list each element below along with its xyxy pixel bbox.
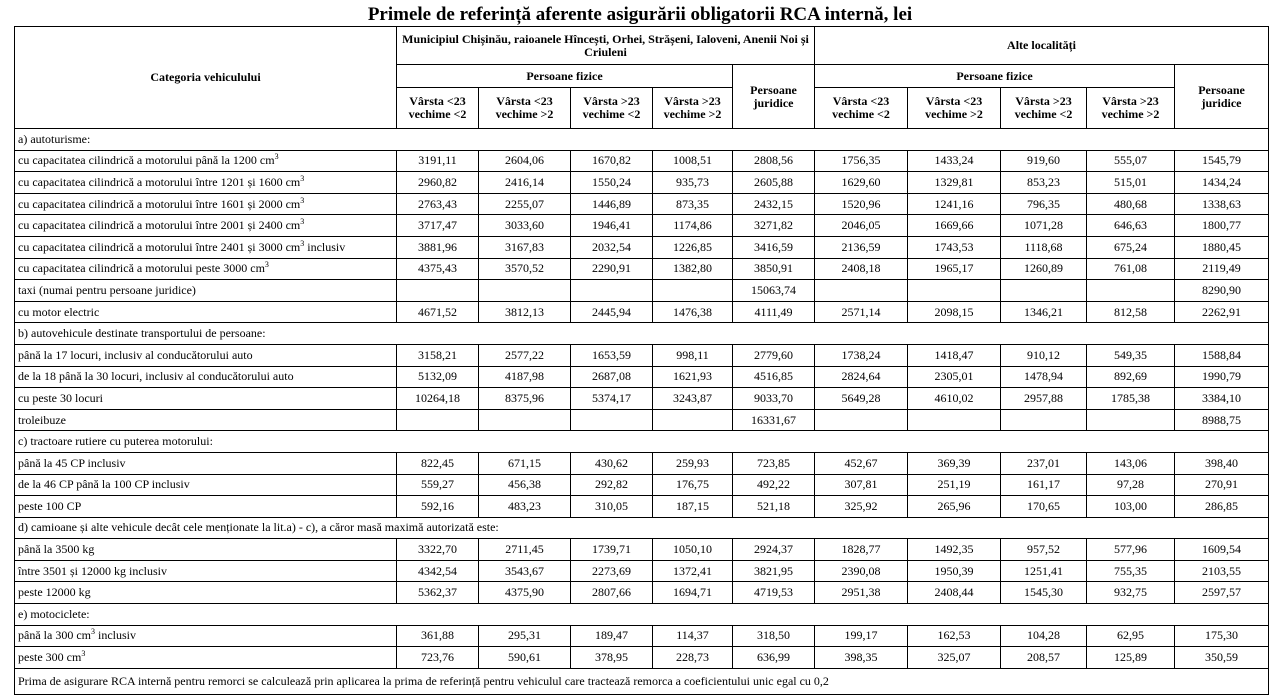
premium-cell: 1476,38 [653,301,733,323]
region1-header: Municipiul Chișinău, raioanele Hîncești, Orhei, Strășeni, Ialoveni, Anenii Noi și Criuleni [397,27,815,65]
premium-cell: 2290,91 [571,258,653,280]
premium-cell: 559,27 [397,474,479,496]
premium-cell: 2032,54 [571,236,653,258]
premium-cell: 1785,38 [1087,388,1175,410]
premium-cell: 1346,21 [1001,301,1087,323]
premium-cell: 2577,22 [479,344,571,366]
premium-cell: 761,08 [1087,258,1175,280]
row-label-text: cu capacitatea cilindrică a motorului între 2401 și 3000 cm [18,239,301,254]
page-title: Primele de referință aferente asigurării obligatorii RCA internă, lei [367,4,913,25]
premium-cell: 350,59 [1175,647,1269,669]
section-row [15,323,1269,345]
premium-cell [1001,409,1087,431]
section-label: e) motociclete: [15,604,1269,626]
row-label-text: cu capacitatea cilindrică a motorului între 1201 și 1600 cm [18,174,301,189]
premium-cell: 1880,45 [1175,236,1269,258]
region1-natural-header: Persoane fizice [397,65,733,88]
premium-cell: 2711,45 [479,539,571,561]
premium-cell: 251,19 [908,474,1001,496]
premium-cell: 125,89 [1087,647,1175,669]
premium-cell: 646,63 [1087,215,1175,237]
premium-cell: 2103,55 [1175,560,1269,582]
premium-cell: 671,15 [479,452,571,474]
age-col-header: Vârsta <23 vechime <2 [397,88,479,129]
row-label-superscript: 3 [264,260,269,270]
row-label-text: cu capacitatea cilindrică a motorului între 2001 și 2400 cm [18,218,301,233]
premium-cell: 2597,57 [1175,582,1269,604]
premium-cell: 1338,63 [1175,193,1269,215]
table-body [15,129,1269,669]
premium-cell: 5374,17 [571,388,653,410]
premium-cell: 9033,70 [733,388,815,410]
row-label [15,582,397,604]
premium-cell: 2416,14 [479,172,571,194]
premium-cell: 3881,96 [397,236,479,258]
premium-cell: 1588,84 [1175,344,1269,366]
premium-cell: 1550,24 [571,172,653,194]
premium-cell: 492,22 [733,474,815,496]
premium-cell: 3191,11 [397,150,479,172]
premium-cell: 2960,82 [397,172,479,194]
premium-cell: 310,05 [571,496,653,518]
age-col-header: Vârsta >23 vechime <2 [1001,88,1087,129]
row-label [15,409,397,431]
premium-cell: 361,88 [397,625,479,647]
premium-cell [1087,280,1175,302]
premium-cell: 1226,85 [653,236,733,258]
premium-cell: 62,95 [1087,625,1175,647]
premium-cell: 1372,41 [653,560,733,582]
premium-cell: 162,53 [908,625,1001,647]
premium-cell: 2571,14 [815,301,908,323]
footer-note: Prima de asigurare RCA internă pentru remorci se calculează prin aplicarea la prima de referință pentru vehiculul care tractează remorca a coeficientului unic egal cu 0,2 [15,668,1269,694]
premium-cell [397,280,479,302]
premium-cell: 3543,67 [479,560,571,582]
row-label [15,625,397,647]
premium-cell: 3243,87 [653,388,733,410]
row-label [15,539,397,561]
premium-cell: 1251,41 [1001,560,1087,582]
table-row [15,215,1269,237]
table-row [15,474,1269,496]
premium-cell: 8290,90 [1175,280,1269,302]
premium-cell: 1118,68 [1001,236,1087,258]
premium-cell: 636,99 [733,647,815,669]
premium-cell: 480,68 [1087,193,1175,215]
premium-cell: 5132,09 [397,366,479,388]
table-row [15,647,1269,669]
premium-cell: 1694,71 [653,582,733,604]
premium-cell: 2390,08 [815,560,908,582]
premium-cell: 307,81 [815,474,908,496]
row-label-text: cu motor electric [18,304,100,319]
row-label-text: cu capacitatea cilindrică a motorului între 1601 și 2000 cm [18,196,301,211]
premium-cell: 2605,88 [733,172,815,194]
premium-cell: 1965,17 [908,258,1001,280]
premium-cell: 2432,15 [733,193,815,215]
premium-cell: 3821,95 [733,560,815,582]
premium-cell: 1241,16 [908,193,1001,215]
section-label: d) camioane și alte vehicule decât cele menționate la lit.a) - c), a căror masă maximă autorizată este: [15,517,1269,539]
premium-cell: 1743,53 [908,236,1001,258]
premium-cell: 1329,81 [908,172,1001,194]
premium-cell: 369,39 [908,452,1001,474]
table-row [15,452,1269,474]
premium-cell: 228,73 [653,647,733,669]
premium-cell: 1946,41 [571,215,653,237]
premium-cell: 2305,01 [908,366,1001,388]
premium-cell: 456,38 [479,474,571,496]
row-label-text: peste 300 cm [18,650,82,665]
premium-cell: 2046,05 [815,215,908,237]
premium-cell: 555,07 [1087,150,1175,172]
row-label-superscript: 3 [81,649,86,659]
premium-cell: 4671,52 [397,301,479,323]
age-col-header: Vârsta <23 vechime >2 [908,88,1001,129]
premium-cell: 1478,94 [1001,366,1087,388]
row-label-superscript: 3 [300,173,305,183]
age-col-header: Vârsta >23 vechime >2 [653,88,733,129]
premium-cell: 935,73 [653,172,733,194]
row-label [15,150,397,172]
premium-cell: 796,35 [1001,193,1087,215]
premium-cell: 1050,10 [653,539,733,561]
premium-cell: 577,96 [1087,539,1175,561]
row-label-superscript: 3 [274,152,279,162]
premium-cell: 103,00 [1087,496,1175,518]
premium-cell: 97,28 [1087,474,1175,496]
row-label-text: până la 17 locuri, inclusiv al conducătorului auto [18,347,253,362]
row-label-text: între 3501 și 12000 kg inclusiv [18,563,167,578]
premium-cell: 1434,24 [1175,172,1269,194]
premium-cell: 3570,52 [479,258,571,280]
premium-cell: 1492,35 [908,539,1001,561]
premium-cell: 1520,96 [815,193,908,215]
premium-cell [815,409,908,431]
premium-cell: 2951,38 [815,582,908,604]
premium-cell: 3812,13 [479,301,571,323]
premium-cell: 1609,54 [1175,539,1269,561]
premium-cell: 1670,82 [571,150,653,172]
table-row [15,409,1269,431]
premium-cell: 189,47 [571,625,653,647]
region2-natural-header: Persoane fizice [815,65,1175,88]
premium-cell [815,280,908,302]
row-label-suffix: inclusiv [304,239,346,254]
premium-cell: 1669,66 [908,215,1001,237]
premium-cell [479,409,571,431]
premium-cell: 910,12 [1001,344,1087,366]
premium-cell: 590,61 [479,647,571,669]
row-label [15,344,397,366]
premium-cell: 3158,21 [397,344,479,366]
premium-cell: 3322,70 [397,539,479,561]
section-row [15,431,1269,453]
premium-cell: 1260,89 [1001,258,1087,280]
premium-cell: 452,67 [815,452,908,474]
table-row [15,150,1269,172]
section-label: c) tractoare rutiere cu puterea motorului: [15,431,1269,453]
premium-cell: 5649,28 [815,388,908,410]
premium-cell [571,280,653,302]
premium-cell: 16331,67 [733,409,815,431]
premium-cell: 4111,49 [733,301,815,323]
premium-cell: 1621,93 [653,366,733,388]
premium-cell: 4375,43 [397,258,479,280]
section-row [15,129,1269,151]
table-row [15,344,1269,366]
premium-cell: 2763,43 [397,193,479,215]
premium-cell: 549,35 [1087,344,1175,366]
table-row [15,388,1269,410]
row-label-text: taxi (numai pentru persoane juridice) [18,282,196,297]
premium-cell: 919,60 [1001,150,1087,172]
premium-cell: 2445,94 [571,301,653,323]
premium-cell: 325,92 [815,496,908,518]
premium-cell: 2408,18 [815,258,908,280]
premium-cell: 1629,60 [815,172,908,194]
premium-cell: 4516,85 [733,366,815,388]
premium-cell: 398,35 [815,647,908,669]
premium-cell: 1653,59 [571,344,653,366]
premium-cell: 1545,30 [1001,582,1087,604]
premium-cell: 398,40 [1175,452,1269,474]
premium-cell: 998,11 [653,344,733,366]
table-row [15,193,1269,215]
row-label-superscript: 3 [90,627,95,637]
premium-cell: 1433,24 [908,150,1001,172]
premium-cell: 723,76 [397,647,479,669]
premium-cell: 2408,44 [908,582,1001,604]
row-label-text: până la 300 cm [18,628,91,643]
premium-cell: 853,23 [1001,172,1087,194]
premium-cell: 1756,35 [815,150,908,172]
premium-cell: 515,01 [1087,172,1175,194]
table-row [15,366,1269,388]
row-label-text: cu peste 30 locuri [18,390,103,405]
premium-cell: 4719,53 [733,582,815,604]
age-col-header: Vârsta >23 vechime >2 [1087,88,1175,129]
premium-cell [908,280,1001,302]
row-label-text: până la 45 CP inclusiv [18,455,126,470]
age-col-header: Vârsta >23 vechime <2 [571,88,653,129]
premium-cell: 170,65 [1001,496,1087,518]
premium-cell: 295,31 [479,625,571,647]
premium-cell: 265,96 [908,496,1001,518]
premium-cell: 2273,69 [571,560,653,582]
row-label [15,301,397,323]
premium-cell: 2824,64 [815,366,908,388]
premium-cell: 1950,39 [908,560,1001,582]
row-label [15,496,397,518]
premium-cell [1087,409,1175,431]
row-label [15,388,397,410]
premium-cell: 873,35 [653,193,733,215]
premium-cell: 1382,80 [653,258,733,280]
premium-cell: 2098,15 [908,301,1001,323]
premium-cell: 15063,74 [733,280,815,302]
premium-cell: 114,37 [653,625,733,647]
premium-cell: 3271,82 [733,215,815,237]
premium-cell: 430,62 [571,452,653,474]
premium-cell: 292,82 [571,474,653,496]
row-label-suffix: inclusiv [94,628,136,643]
premium-cell: 237,01 [1001,452,1087,474]
table-row [15,582,1269,604]
premium-cell: 259,93 [653,452,733,474]
premium-cell: 483,23 [479,496,571,518]
premium-cell: 1800,77 [1175,215,1269,237]
premium-cell: 3167,83 [479,236,571,258]
region2-legal-header: Persoane juridice [1175,65,1269,129]
premium-cell: 4187,98 [479,366,571,388]
premium-cell: 270,91 [1175,474,1269,496]
row-label [15,452,397,474]
age-col-header: Vârsta <23 vechime <2 [815,88,908,129]
premium-cell: 2808,56 [733,150,815,172]
premium-cell: 318,50 [733,625,815,647]
premium-cell: 3033,60 [479,215,571,237]
premium-cell: 1071,28 [1001,215,1087,237]
row-label [15,366,397,388]
table-row [15,258,1269,280]
premium-cell: 2119,49 [1175,258,1269,280]
row-label-text: de la 46 CP până la 100 CP inclusiv [18,477,190,492]
premium-cell: 592,16 [397,496,479,518]
premium-cell: 8375,96 [479,388,571,410]
section-label: a) autoturisme: [15,129,1269,151]
premium-cell: 723,85 [733,452,815,474]
section-row [15,517,1269,539]
premium-cell: 4375,90 [479,582,571,604]
table-row [15,625,1269,647]
premium-cell: 1545,79 [1175,150,1269,172]
premium-cell: 1738,24 [815,344,908,366]
premium-cell: 1828,77 [815,539,908,561]
premium-cell: 2687,08 [571,366,653,388]
premium-cell: 2924,37 [733,539,815,561]
premium-cell: 4610,02 [908,388,1001,410]
premium-cell: 286,85 [1175,496,1269,518]
premium-cell: 5362,37 [397,582,479,604]
row-label [15,280,397,302]
premium-cell: 2136,59 [815,236,908,258]
premium-cell [397,409,479,431]
row-label-text: peste 12000 kg [18,585,91,600]
premium-cell: 521,18 [733,496,815,518]
premium-cell: 104,28 [1001,625,1087,647]
row-label [15,258,397,280]
section-row [15,604,1269,626]
premium-cell: 8988,75 [1175,409,1269,431]
premium-cell: 187,15 [653,496,733,518]
section-label: b) autovehicule destinate transportului de persoane: [15,323,1269,345]
premium-cell: 2604,06 [479,150,571,172]
row-label [15,474,397,496]
premium-cell: 2255,07 [479,193,571,215]
table-row [15,560,1269,582]
row-label [15,236,397,258]
age-col-header: Vârsta <23 vechime >2 [479,88,571,129]
row-label [15,560,397,582]
row-label-text: troleibuze [18,412,66,427]
premium-cell [571,409,653,431]
premium-cell: 1739,71 [571,539,653,561]
table-row [15,301,1269,323]
premium-cell [653,409,733,431]
table-row [15,496,1269,518]
premium-cell: 1008,51 [653,150,733,172]
premium-cell: 822,45 [397,452,479,474]
premium-cell: 2807,66 [571,582,653,604]
row-label-text: cu capacitatea cilindrică a motorului până la 1200 cm [18,153,275,168]
premium-cell: 161,17 [1001,474,1087,496]
row-label-superscript: 3 [300,217,305,227]
premium-cell: 812,58 [1087,301,1175,323]
row-label-superscript: 3 [300,238,305,248]
row-label [15,172,397,194]
premium-cell: 1174,86 [653,215,733,237]
premium-cell: 755,35 [1087,560,1175,582]
premium-cell: 932,75 [1087,582,1175,604]
premium-cell: 2262,91 [1175,301,1269,323]
premium-cell [1001,280,1087,302]
premium-cell: 2779,60 [733,344,815,366]
premium-cell: 892,69 [1087,366,1175,388]
premium-cell: 3717,47 [397,215,479,237]
table-row [15,280,1269,302]
premium-cell: 2957,88 [1001,388,1087,410]
table-row [15,236,1269,258]
premium-cell: 3416,59 [733,236,815,258]
table-row [15,172,1269,194]
row-label [15,193,397,215]
premium-cell: 208,57 [1001,647,1087,669]
premium-cell [479,280,571,302]
region1-legal-header: Persoane juridice [733,65,815,129]
category-header: Categoria vehiculului [15,27,397,129]
region2-header: Alte localități [815,27,1269,65]
premium-cell: 1990,79 [1175,366,1269,388]
premium-cell: 325,07 [908,647,1001,669]
row-label-superscript: 3 [300,195,305,205]
premium-cell: 4342,54 [397,560,479,582]
row-label-text: cu capacitatea cilindrică a motorului peste 3000 cm [18,261,265,276]
premium-cell: 175,30 [1175,625,1269,647]
premium-cell: 1446,89 [571,193,653,215]
premium-cell: 3384,10 [1175,388,1269,410]
premium-cell [653,280,733,302]
row-label [15,215,397,237]
premium-cell: 378,95 [571,647,653,669]
premium-cell: 143,06 [1087,452,1175,474]
table-row [15,539,1269,561]
premium-cell: 1418,47 [908,344,1001,366]
premium-cell: 176,75 [653,474,733,496]
premium-cell: 10264,18 [397,388,479,410]
premium-cell: 3850,91 [733,258,815,280]
premium-cell: 675,24 [1087,236,1175,258]
row-label-text: de la 18 până la 30 locuri, inclusiv al conducătorului auto [18,369,294,384]
premium-cell: 957,52 [1001,539,1087,561]
row-label-text: până la 3500 kg [18,542,95,557]
premium-cell [908,409,1001,431]
premium-table [14,26,1269,695]
row-label [15,647,397,669]
row-label-text: peste 100 CP [18,498,82,513]
premium-cell: 199,17 [815,625,908,647]
